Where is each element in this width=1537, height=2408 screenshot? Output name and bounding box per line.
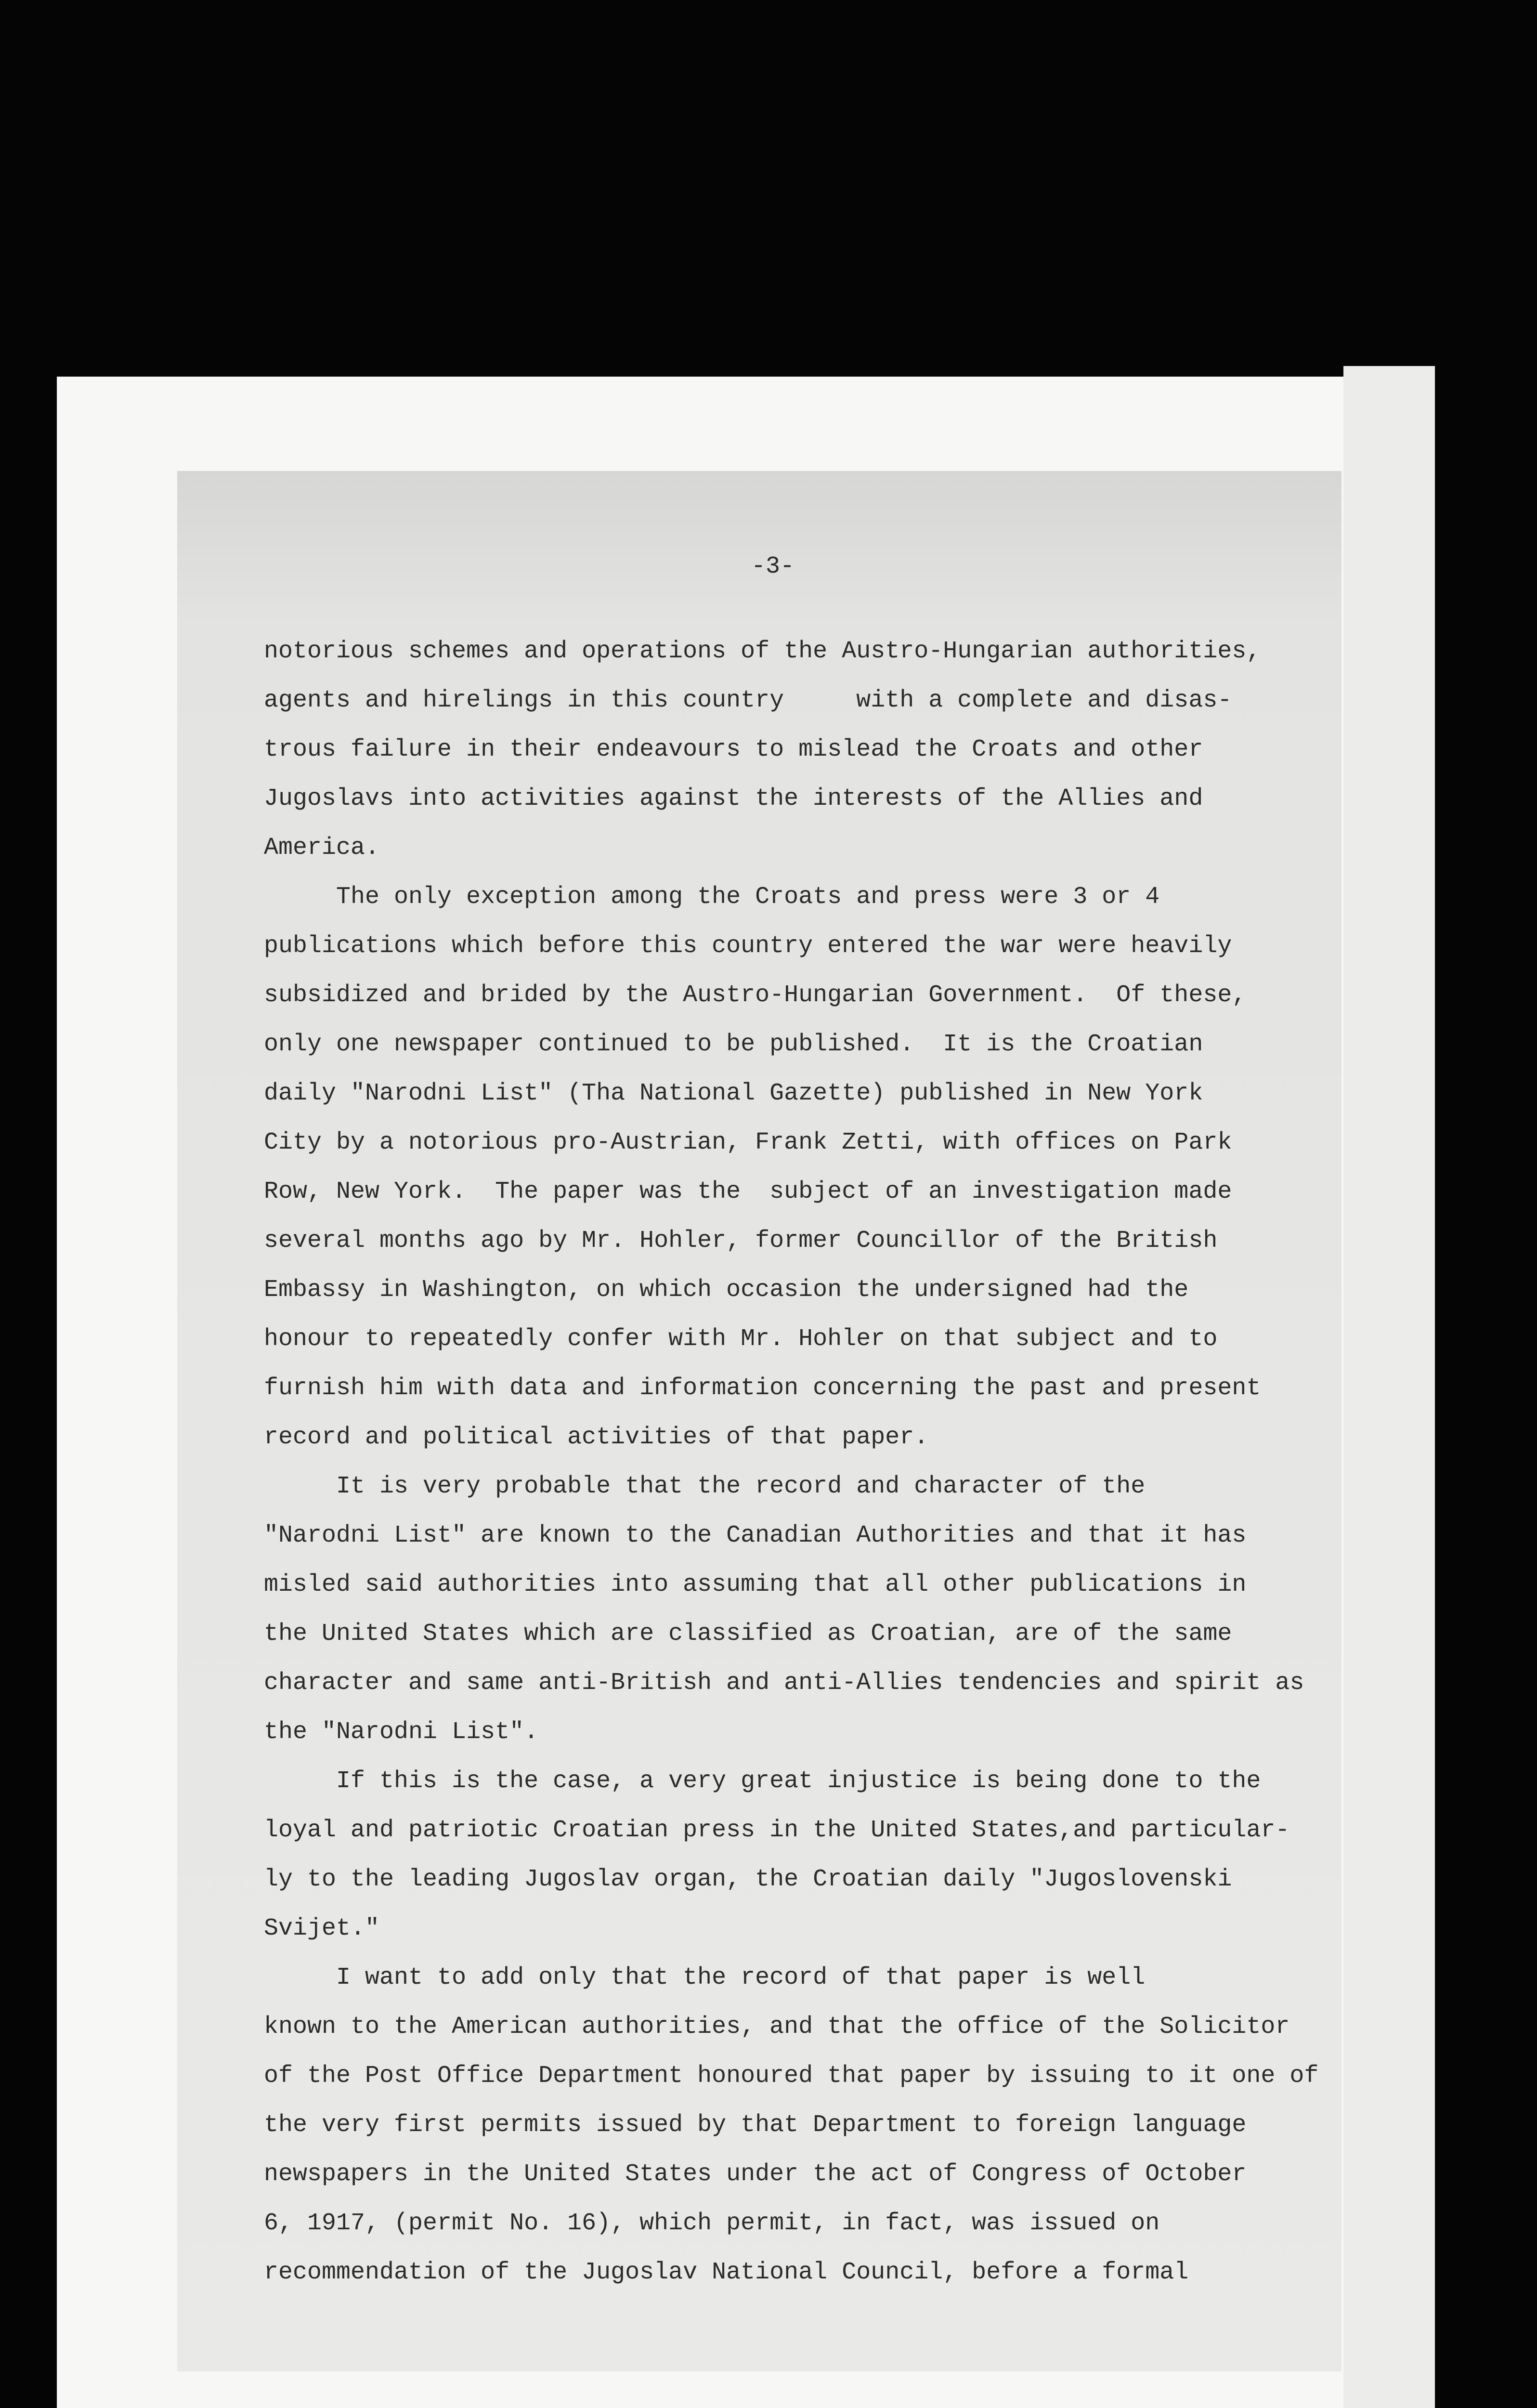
text-line: 6, 1917, (permit No. 16), which permit, in fact, was issued on [264, 2210, 1160, 2237]
text-line: Svijet." [264, 1915, 380, 1942]
page-number: -3- [751, 553, 795, 580]
text-line: subsidized and brided by the Austro-Hungarian Government. Of these, [264, 982, 1247, 1009]
text-line: The only exception among the Croats and press were 3 or 4 [264, 883, 1160, 911]
text-line: notorious schemes and operations of the Austro-Hungarian authorities, [264, 638, 1261, 665]
mount-sheet-edge [1343, 366, 1435, 2408]
text-line: It is very probable that the record and character of the [264, 1473, 1146, 1500]
letter-body [264, 627, 1338, 2297]
text-line: Row, New York. The paper was the subject of an investigation made [264, 1178, 1232, 1205]
text-line: agents and hirelings in this country with a complete and disas- [264, 687, 1232, 714]
text-line: loyal and patriotic Croatian press in the United States,and particular- [264, 1817, 1290, 1844]
text-line: the very first permits issued by that Department to foreign language [264, 2111, 1247, 2139]
text-line: furnish him with data and information concerning the past and present [264, 1374, 1261, 1402]
text-line: daily "Narodni List" (Tha National Gazette) published in New York [264, 1080, 1203, 1107]
text-line: publications which before this country entered the war were heavily [264, 932, 1232, 960]
text-line: misled said authorities into assuming that all other publications in [264, 1571, 1247, 1598]
text-line: newspapers in the United States under the act of Congress of October [264, 2160, 1247, 2188]
text-line: known to the American authorities, and that the office of the Solicitor [264, 2013, 1290, 2041]
text-line: ly to the leading Jugoslav organ, the Croatian daily "Jugoslovenski [264, 1866, 1232, 1893]
text-line: If this is the case, a very great injustice is being done to the [264, 1767, 1261, 1795]
text-line: Embassy in Washington, on which occasion the undersigned had the [264, 1276, 1189, 1304]
text-line: honour to repeatedly confer with Mr. Hohler on that subject and to [264, 1325, 1218, 1353]
text-line: trous failure in their endeavours to mislead the Croats and other [264, 736, 1203, 763]
text-line: only one newspaper continued to be published. It is the Croatian [264, 1031, 1203, 1058]
text-line: the "Narodni List". [264, 1718, 539, 1746]
text-line: recommendation of the Jugoslav National Council, before a formal [264, 2259, 1189, 2286]
text-line: "Narodni List" are known to the Canadian Authorities and that it has [264, 1522, 1247, 1549]
text-line: of the Post Office Department honoured that paper by issuing to it one of [264, 2062, 1319, 2090]
text-line: several months ago by Mr. Hohler, former Councillor of the British [264, 1227, 1218, 1255]
text-line: record and political activities of that paper. [264, 1424, 929, 1451]
text-line: I want to add only that the record of that paper is well [264, 1964, 1146, 1991]
text-line: Jugoslavs into activities against the interests of the Allies and [264, 785, 1203, 812]
text-line: the United States which are classified as Croatian, are of the same [264, 1620, 1232, 1648]
text-line: America. [264, 834, 380, 862]
text-line: City by a notorious pro-Austrian, Frank Zetti, with offices on Park [264, 1129, 1232, 1156]
text-line: character and same anti-British and anti-Allies tendencies and spirit as [264, 1669, 1304, 1697]
